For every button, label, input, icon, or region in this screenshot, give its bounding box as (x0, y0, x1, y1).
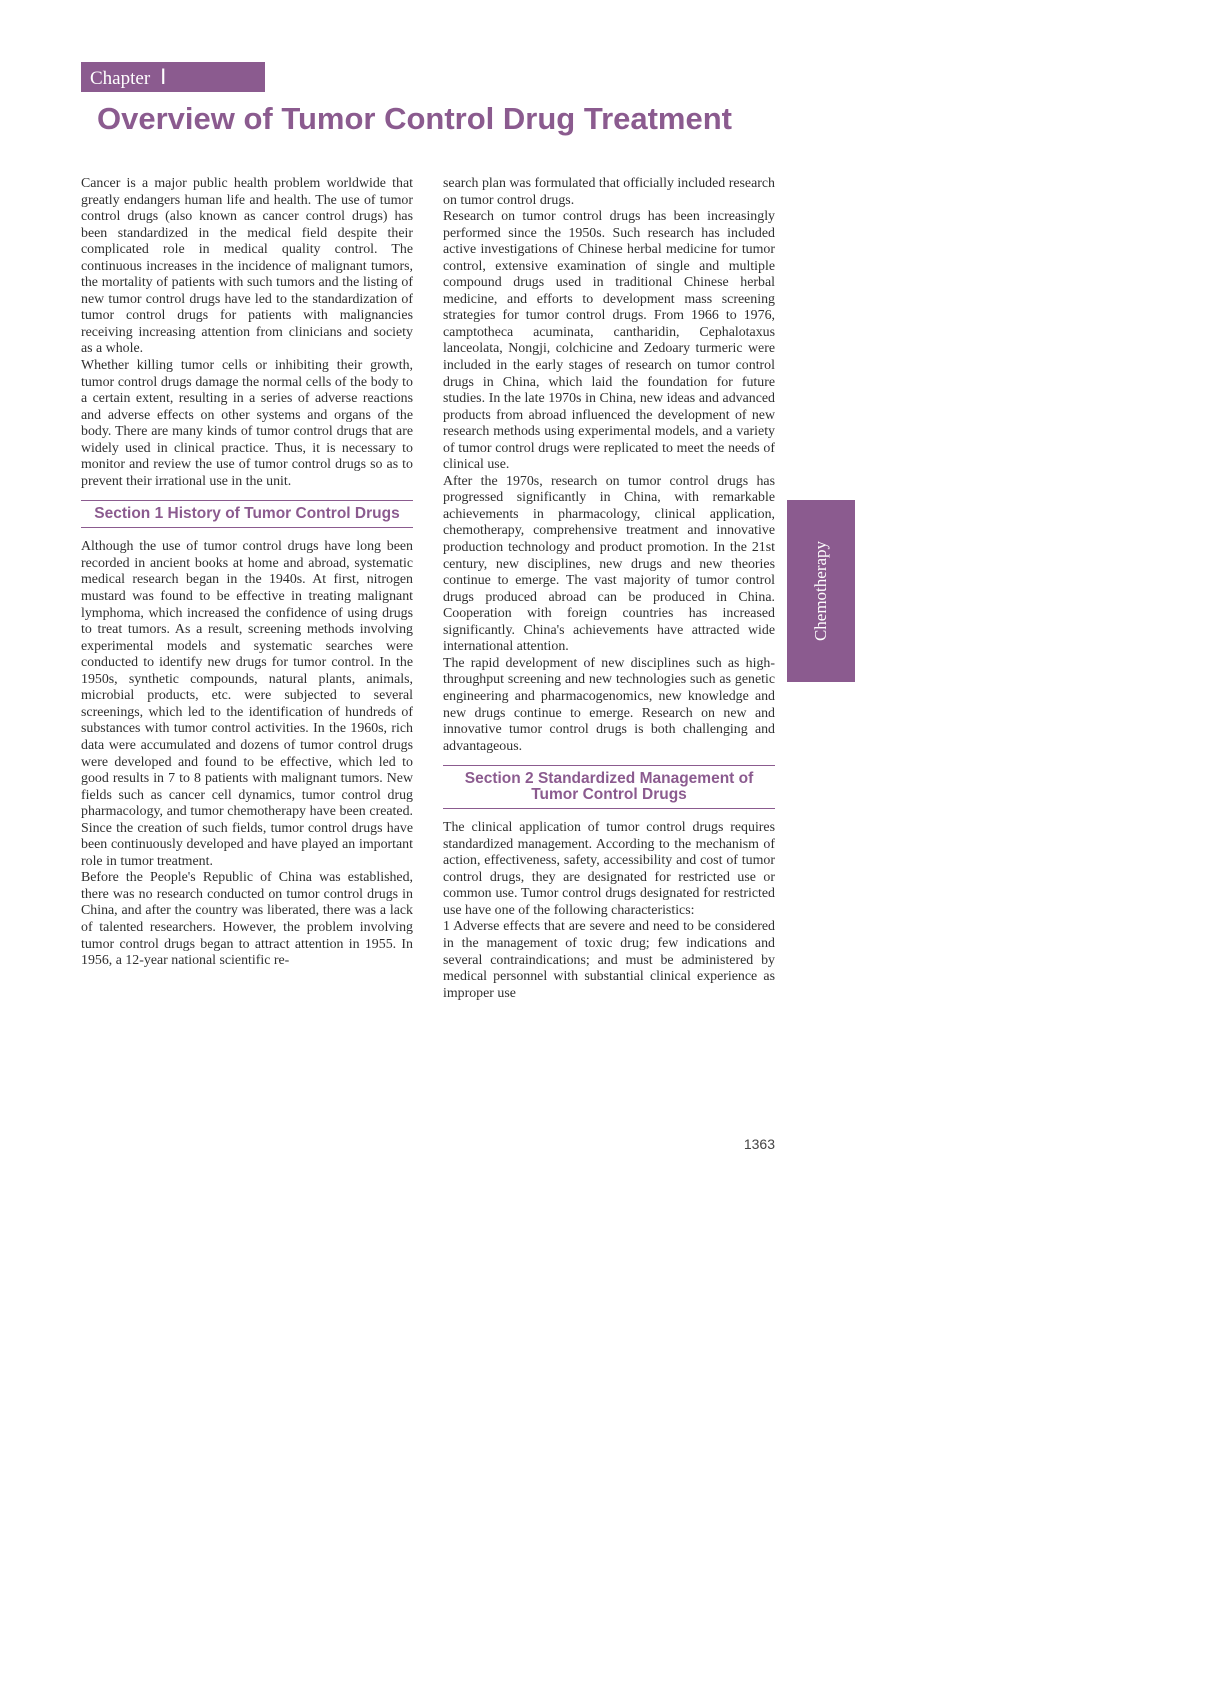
history-paragraph-3: Research on tumor control drugs has been increasingly performed since the 1950s. Such research has included active investigations of Chinese herbal medicine for tumor control, extensive examination of single and multiple compound drugs used in traditional Chinese herbal medicine, and efforts to development mass screening strategies for tumor control drugs. From 1966 to 1976, camptotheca acuminata, cantharidin, Cephalotaxus lanceolata, Nongji, colchicine and Zedoary turmeric were included in the early stages of research on tumor control drugs in China, which laid the foundation for future studies. In the late 1970s in China, new ideas and advanced products from abroad influenced the development of new research methods using experimental models, and a variety of tumor control drugs were replicated to meet the needs of clinical use. (443, 209, 775, 473)
intro-paragraph-2: Whether killing tumor cells or inhibiting their growth, tumor control drugs damage the normal cells of the body to a certain extent, resulting in a series of adverse reactions and adverse effects on other systems and organs of the body. There are many kinds of tumor control drugs that are widely used in clinical practice. Thus, it is necessary to monitor and review the use of tumor control drugs so as to prevent their irrational use in the unit. (81, 358, 413, 489)
history-paragraph-5: The rapid development of new disciplines such as high-throughput screening and new technologies such as genetic engineering and pharmacogenomics, new knowledge and new drugs continue to emerge. Research on new and innovative tumor control drugs is both challenging and advantageous. (443, 655, 775, 754)
chapter-number: Ⅰ (160, 65, 167, 89)
history-paragraph-2-continued: search plan was formulated that officially included research on tumor control drugs. (443, 176, 775, 208)
side-tab (787, 500, 855, 682)
side-tab-label: Chemotherapy (811, 540, 830, 642)
section-2-heading (443, 765, 775, 809)
page-number: 1363 (743, 1136, 775, 1152)
section-2-heading-line-1: Section 2 Standardized Management of (464, 770, 754, 788)
intro-paragraph-1: Cancer is a major public health problem worldwide that greatly endangers human life and health. The use of tumor control drugs (also known as cancer control drugs) has been standardized in the medical field despite their complicated role in medical quality control. The continuous increases in the incidence of malignant tumors, the mortality of patients with such tumors and the listing of new tumor control drugs have led to the standardization of tumor control drugs for patients with malignancies receiving increasing attention from clinicians and society as a whole. (81, 176, 413, 357)
section-1-heading: Section 1 History of Tumor Control Drugs (81, 500, 413, 528)
history-paragraph-1: Although the use of tumor control drugs have long been recorded in ancient books at home and abroad, systematic medical research began in the 1940s. At first, nitrogen mustard was found to be effective in treating malignant lymphoma, which increased the confidence of using drugs to treat tumors. As a result, screening methods involving experimental models and systematic searches were conducted to identify new drugs for tumor control. In the 1950s, synthetic compounds, natural plants, animals, microbial products, etc. were subjected to several screenings, which led to the identification of hundreds of substances with tumor control activities. In the 1960s, rich data were accumulated and dozens of tumor control drugs were developed and found to be effective, which led to good results in 7 to 8 patients with malignant tumors. New fields such as cancer cell dynamics, tumor control drug pharmacology, and tumor chemotherapy have been created. Since the creation of such fields, tumor control drugs have been continuously developed and have played an important role in tumor treatment. (81, 539, 413, 869)
section-2-heading-line-2: Tumor Control Drugs (531, 786, 687, 804)
left-column (81, 176, 413, 970)
history-paragraph-4: After the 1970s, research on tumor control drugs has progressed significantly in China, with remarkable achievements in pharmacology, clinical application, chemotherapy, comprehensive treatment and innovative production technology and product promotion. In the 21st century, new disciplines, new drugs and new theories continue to emerge. The vast majority of tumor control drugs produced abroad can be produced in China. Cooperation with foreign countries has increased significantly. China's achievements have attracted wide international attention. (443, 473, 775, 655)
chapter-label-box (81, 62, 265, 92)
history-paragraph-2: Before the People's Republic of China was established, there was no research conducted on tumor control drugs in China, and after the country was liberated, there was a lack of talented researchers. However, the problem involving tumor control drugs began to attract attention in 1955. In 1956, a 12-year national scientific re- (81, 870, 413, 969)
right-column (443, 176, 775, 1002)
management-paragraph-1: The clinical application of tumor control drugs requires standardized management. According to the mechanism of action, effectiveness, safety, accessibility and cost of tumor control drugs, they are designated for restricted use or common use. Tumor control drugs designated for restricted use have one of the following characteristics: (443, 820, 775, 918)
management-paragraph-2: 1 Adverse effects that are severe and need to be considered in the management of toxic drug; few indications and several contraindications; and must be administered by medical personnel with substantial clinical experience as improper use (443, 919, 775, 1001)
chapter-title: Overview of Tumor Control Drug Treatment (97, 101, 733, 136)
chapter-label: Chapter (90, 68, 151, 89)
